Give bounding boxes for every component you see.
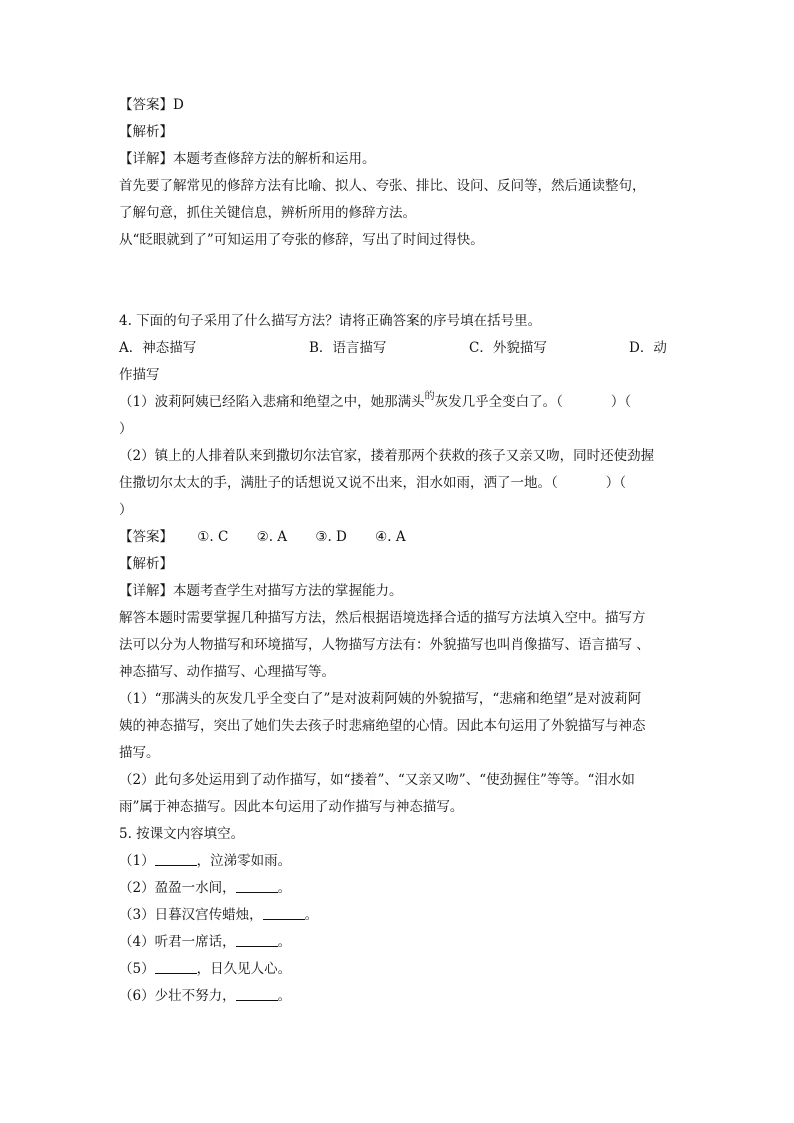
document-page (119, 92, 679, 1010)
sentence-text: ）（ (610, 394, 632, 410)
q4-sentence-1-end: ） (119, 421, 133, 437)
section-gap (119, 254, 679, 308)
q4-explanation-line: 姨的神态描写，突出了她们失去孩子时悲痛绝望的心情。因此本句运用了外貌描写与神态 (119, 718, 646, 734)
q5-item (119, 929, 679, 956)
q4-analysis-label: 【解析】 (119, 556, 173, 572)
item-suffix: 。 (277, 988, 292, 1004)
item-suffix: 。 (277, 880, 292, 896)
prev-answer (119, 92, 679, 119)
q4-explanation-line: 描写。 (119, 745, 160, 761)
q5-item (119, 875, 679, 902)
q5-stem: 5. 按课文内容填空。 (119, 826, 245, 842)
q4-stem: 4. 下面的句子采用了什么描写方法？请将正确答案的序号填在括号里。 (119, 313, 542, 329)
answer-label: 【答案】 (119, 529, 173, 545)
q5-item (119, 956, 679, 983)
item-suffix: 。 (304, 907, 319, 923)
item-prefix: （2）盈盈一水间， (119, 880, 236, 896)
sentence-text: （1）波莉阿姨已经陷入悲痛和绝望之中，她那满头 (119, 394, 425, 410)
prev-explanation-line: 首先要了解常见的修辞方法有比喻、拟人、夸张、排比、设问、反问等，然后通读整句， (119, 178, 646, 194)
q4-sentence-2-end: ） (119, 502, 133, 518)
q4-answer (119, 524, 679, 551)
q4-options (119, 335, 679, 362)
prev-detail: 【详解】本题考查修辞方法的解析和运用。 (119, 151, 376, 167)
sentence-text: 灰发几乎全变白了。（ (434, 394, 563, 410)
q4-explanation-line: （2）此句多处运用到了动作描写，如“搂着”、“又亲又吻”、“使劲握住”等等。“泪水如 (119, 772, 635, 788)
answer-item: ④. A (375, 529, 406, 545)
q5-item (119, 848, 679, 875)
answer-label: 【答案】 (119, 97, 173, 113)
q5-item (119, 902, 679, 929)
sentence-text: 住撒切尔太太的手，满肚子的话想说又说不出来，泪水如雨，洒了一地。（ (119, 475, 558, 491)
option-d: D．动 (629, 340, 667, 356)
answer-item: ②. A (256, 529, 288, 545)
prev-analysis-label: 【解析】 (119, 124, 173, 140)
fill-blank[interactable] (155, 851, 197, 866)
q4-explanation-line: （1）“那满头的灰发几乎全变白了”是对波莉阿姨的外貌描写，“悲痛和绝望”是对波莉阿 (119, 691, 642, 707)
item-suffix: ，泣涕零如雨。 (196, 853, 292, 869)
fill-blank[interactable] (155, 959, 197, 974)
q4-explanation-line: 解答本题时需要掌握几种描写方法，然后根据语境选择合适的描写方法填入空中。描写方 (119, 610, 646, 626)
answer-item: ③. D (315, 529, 347, 545)
superscript-char: 的 (424, 391, 435, 402)
prev-explanation-line: 了解句意，抓住关键信息，辨析所用的修辞方法。 (119, 205, 416, 221)
fill-blank[interactable] (263, 905, 305, 920)
q4-sentence-1 (119, 389, 679, 416)
q4-explanation-line: 神态描写、动作描写、心理描写等。 (119, 664, 335, 680)
answer-value: D (173, 97, 184, 113)
item-prefix: （3）日暮汉宫传蜡烛， (119, 907, 263, 923)
item-suffix: ，日久见人心。 (196, 961, 292, 977)
fill-blank[interactable] (236, 986, 278, 1001)
item-suffix: 。 (277, 934, 292, 950)
item-prefix: （4）听君一席话， (119, 934, 236, 950)
sentence-text: ）（ (605, 475, 626, 491)
q4-explanation-line: 雨”属于神态描写。因此本句运用了动作描写与神态描写。 (119, 799, 464, 815)
item-prefix: （5） (119, 961, 155, 977)
fill-blank[interactable] (236, 932, 278, 947)
item-prefix: （1） (119, 853, 155, 869)
fill-blank[interactable] (236, 878, 278, 893)
q4-explanation-line: 法可以分为人物描写和环境描写，人物描写方法有：外貌描写也叫肖像描写、语言描写 、 (119, 637, 650, 653)
option-a: A．神态描写 (119, 340, 197, 356)
option-b: B．语言描写 (309, 340, 387, 356)
q4-sentence-2-cont (119, 470, 679, 497)
prev-explanation-line: 从“眨眼就到了”可知运用了夸张的修辞，写出了时间过得快。 (119, 232, 484, 248)
q4-detail: 【详解】本题考查学生对描写方法的掌握能力。 (119, 583, 403, 599)
q4-sentence-2: （2）镇上的人排着队来到撒切尔法官家，搂着那两个获救的孩子又亲又吻，同时还使劲握 (119, 448, 655, 464)
q4-options-wrap: 作描写 (119, 367, 160, 383)
answer-item: ①. C (197, 529, 229, 545)
q5-item (119, 983, 679, 1010)
option-c: C．外貌描写 (469, 340, 547, 356)
item-prefix: （6）少壮不努力， (119, 988, 236, 1004)
